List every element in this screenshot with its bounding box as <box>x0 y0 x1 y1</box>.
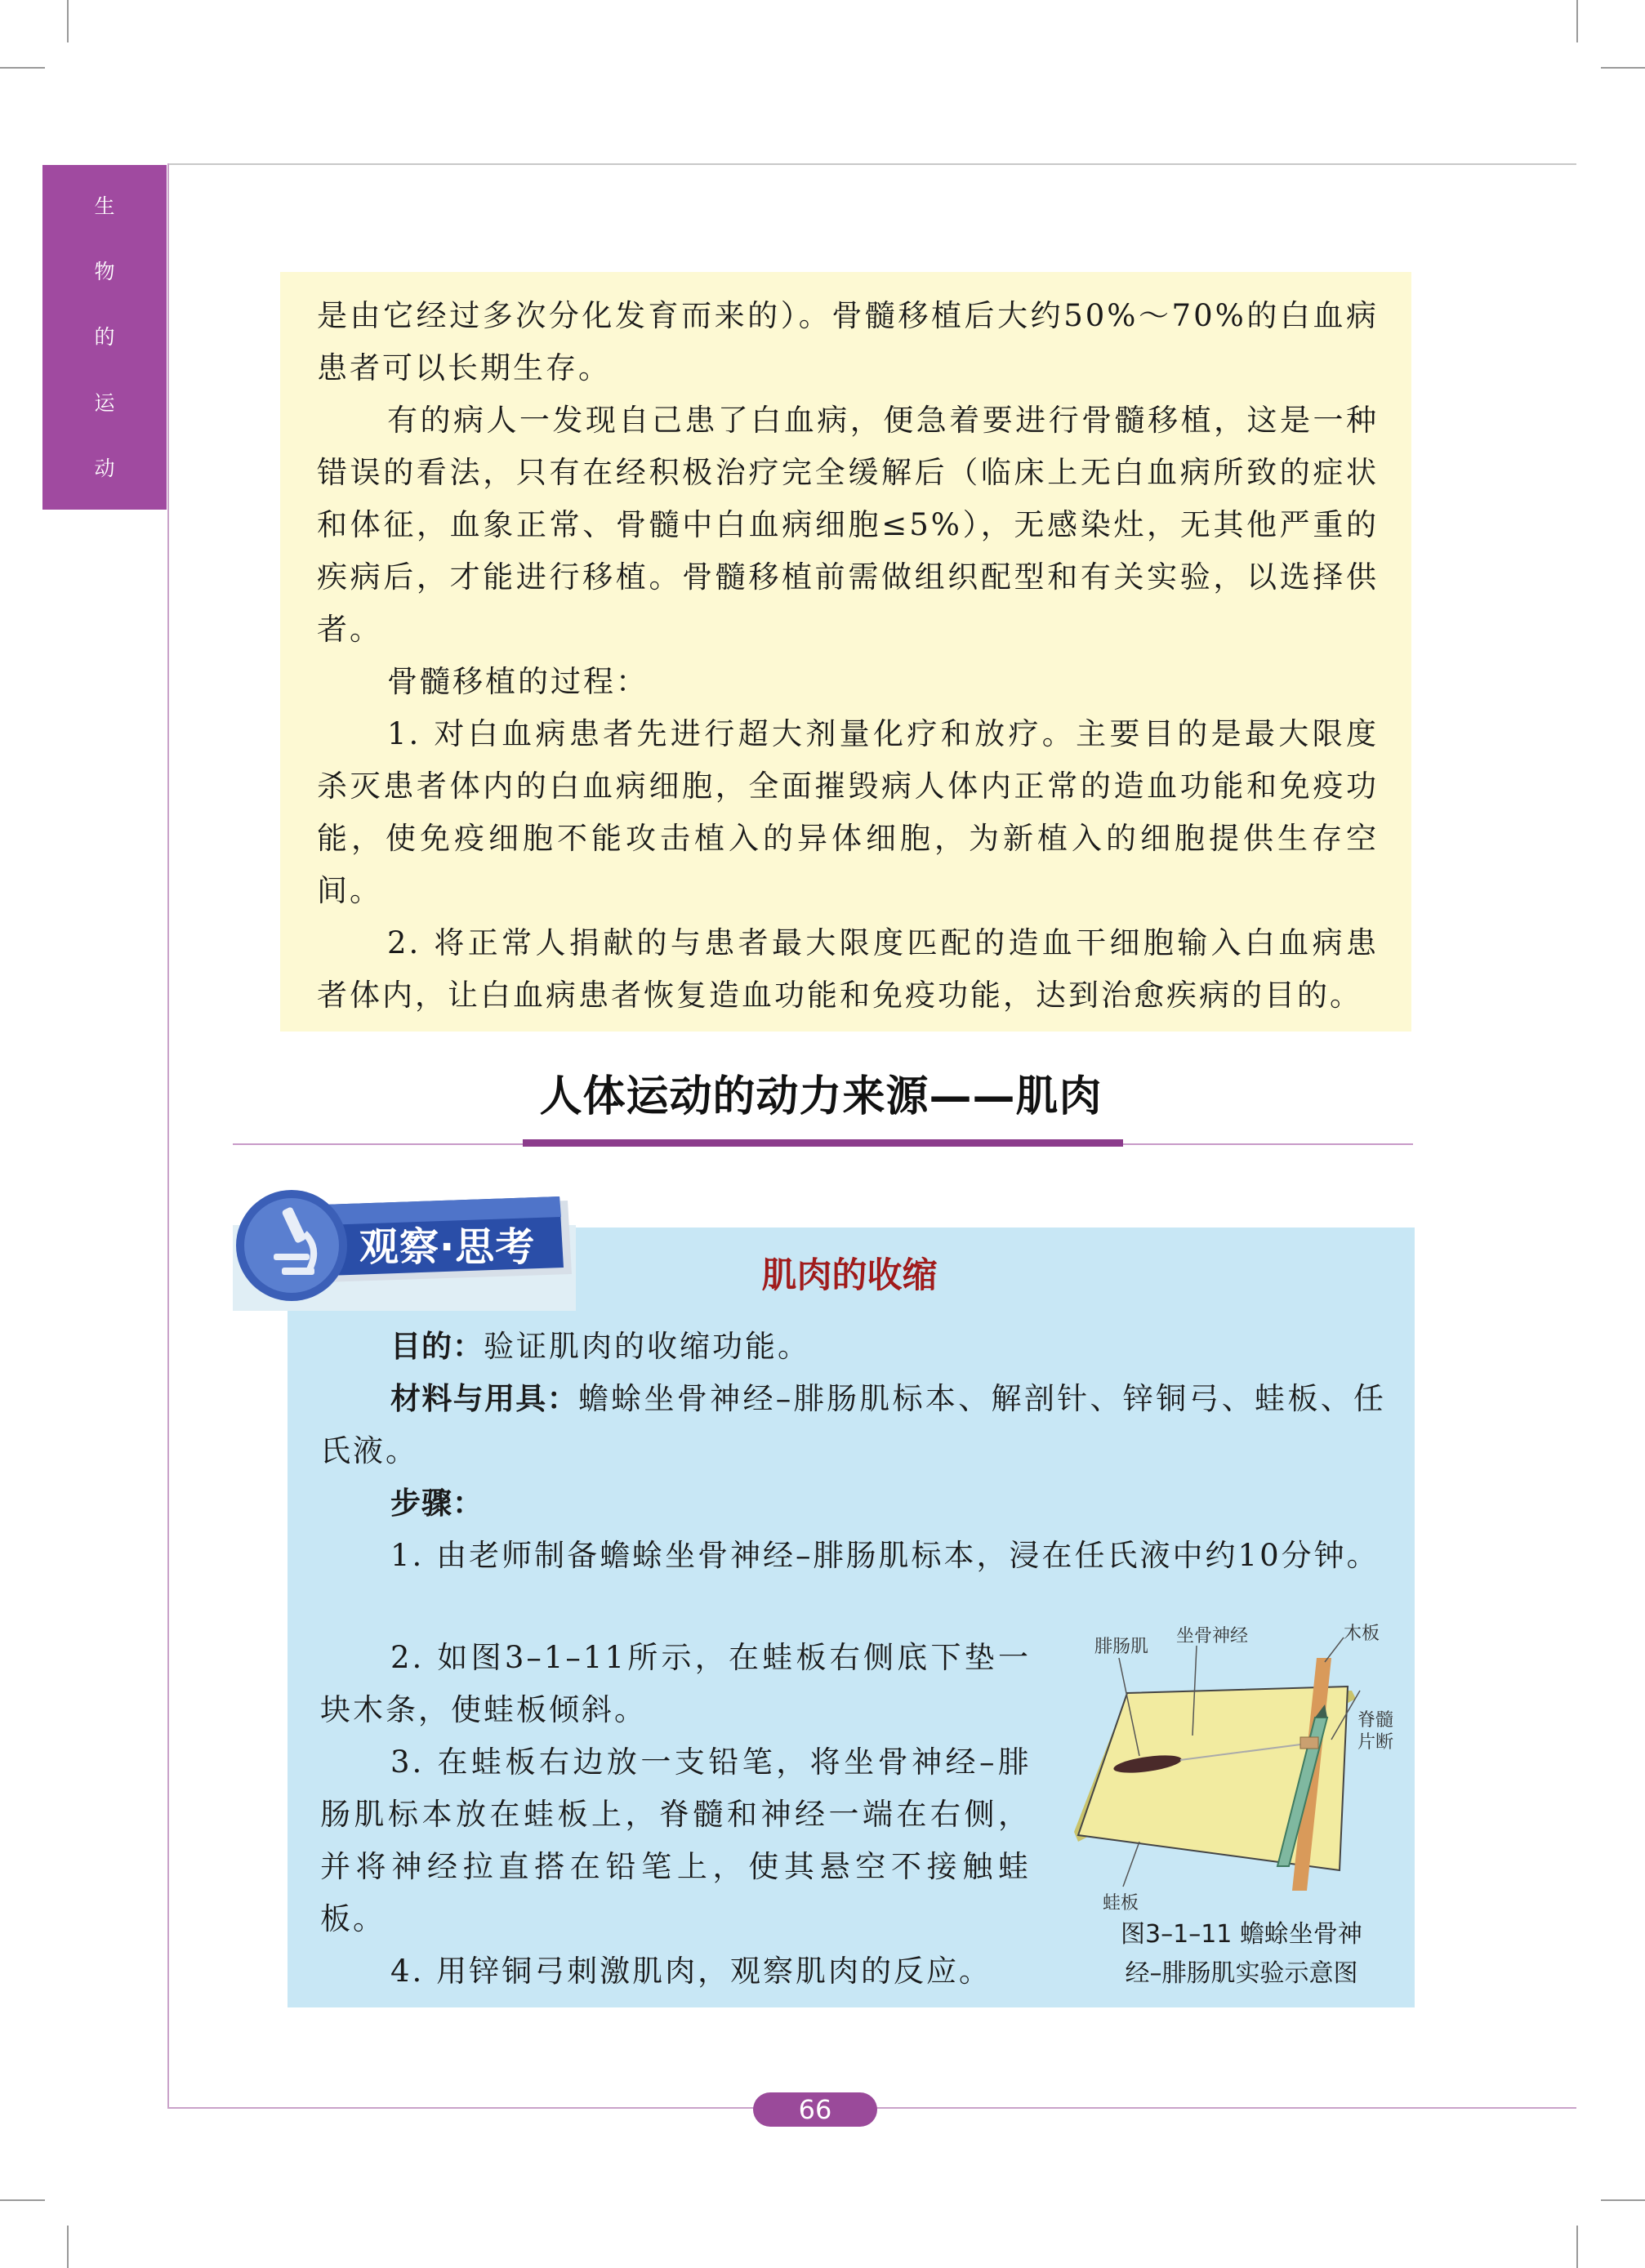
reading-paragraph: 1. 对白血病患者先进行超大剂量化疗和放疗。主要目的是最大限度杀灭患者体内的白血病细胞，全面摧毁病人体内正常的造血功能和免疫功能，使免疫细胞不能攻击植入的异体细胞，为新植入的细胞提供生存空间。 <box>317 716 1379 908</box>
tab-char: 的 <box>94 325 115 350</box>
label-spinal-2: 片断 <box>1357 1732 1394 1753</box>
frog-nerve-muscle-diagram <box>1062 1621 1405 1915</box>
step-1: 1. 由老师制备蟾蜍坐骨神经–腓肠肌标本，浸在任氏液中约10分钟。 <box>390 1538 1380 1573</box>
tab-char: 运 <box>94 390 115 415</box>
crop-mark <box>1576 0 1578 42</box>
chapter-side-tab <box>42 165 167 510</box>
purpose-text: 验证肌肉的收缩功能。 <box>484 1329 810 1364</box>
label-muscle: 腓肠肌 <box>1094 1637 1149 1657</box>
section-heading: 人体运动的动力来源——肌肉 <box>539 1072 1103 1121</box>
label-wood: 木板 <box>1344 1624 1380 1644</box>
page-frame-left <box>167 163 169 2107</box>
crop-mark <box>1576 2226 1578 2268</box>
steps-label: 步骤： <box>390 1486 484 1521</box>
tab-char: 动 <box>94 457 115 481</box>
badge-label: 观察·思考 <box>359 1224 536 1270</box>
heading-accent-bar <box>523 1139 1123 1147</box>
reading-paragraph: 骨髓移植的过程： <box>387 664 649 699</box>
figure-caption-line2: 经–腓肠肌实验示意图 <box>1125 1959 1358 1988</box>
reading-box <box>280 272 1411 1032</box>
crop-mark <box>67 2226 69 2268</box>
activity-steps-narrow <box>320 1632 1031 1998</box>
label-nerve: 坐骨神经 <box>1176 1626 1249 1646</box>
tab-char: 物 <box>94 260 115 284</box>
crop-mark <box>67 0 69 42</box>
figure-caption <box>1070 1915 1413 1994</box>
activity-title: 肌肉的收缩 <box>761 1255 938 1296</box>
page-number: 66 <box>753 2092 877 2127</box>
step-2: 2. 如图3–1–11所示，在蛙板右侧底下垫一块木条，使蛙板倾斜。 <box>320 1640 1031 1727</box>
materials-label: 材料与用具： <box>390 1381 578 1416</box>
step-3: 3. 在蛙板右边放一支铅笔，将坐骨神经–腓肠肌标本放在蛙板上，脊髓和神经一端在右侧，并将神经拉直搭在铅笔上，使其悬空不接触蛙板。 <box>320 1744 1031 1936</box>
step-4: 4. 用锌铜弓刺激肌肉，观察肌肉的反应。 <box>390 1954 992 1989</box>
reading-paragraph: 2. 将正常人捐献的与患者最大限度匹配的造血干细胞输入白血病患者体内，让白血病患者恢复造血功能和免疫功能，达到治愈疾病的目的。 <box>317 925 1379 1013</box>
figure-caption-line1: 图3–1–11 蟾蜍坐骨神 <box>1121 1920 1362 1949</box>
materials-text: 蟾蜍坐骨神经–腓肠肌标本、解剖针、锌铜弓、蛙板、任氏液。 <box>320 1381 1387 1468</box>
reading-paragraph: 是由它经过多次分化发育而来的）。骨髓移植后大约50%～70%的白血病患者可以长期生存。 <box>317 298 1379 385</box>
label-board: 蛙板 <box>1103 1893 1139 1914</box>
crop-mark <box>0 2199 45 2201</box>
tab-char: 生 <box>94 194 115 218</box>
page-frame-top <box>167 163 1576 165</box>
crop-mark <box>1601 67 1645 69</box>
activity-body <box>320 1321 1386 1582</box>
label-spinal-1: 脊髓 <box>1357 1710 1394 1731</box>
crop-mark <box>0 67 45 69</box>
crop-mark <box>1601 2199 1645 2201</box>
purpose-label: 目的： <box>390 1329 484 1364</box>
reading-paragraph: 有的病人一发现自己患了白血病，便急着要进行骨髓移植，这是一种错误的看法，只有在经积极治疗完全缓解后（临床上无白血病所致的症状和体征，血象正常、骨髓中白血病细胞≤5%），无感染灶，无其他严重的疾病后，才能进行移植。骨髓移植前需做组织配型和有关实验，以选择供者。 <box>317 403 1379 647</box>
